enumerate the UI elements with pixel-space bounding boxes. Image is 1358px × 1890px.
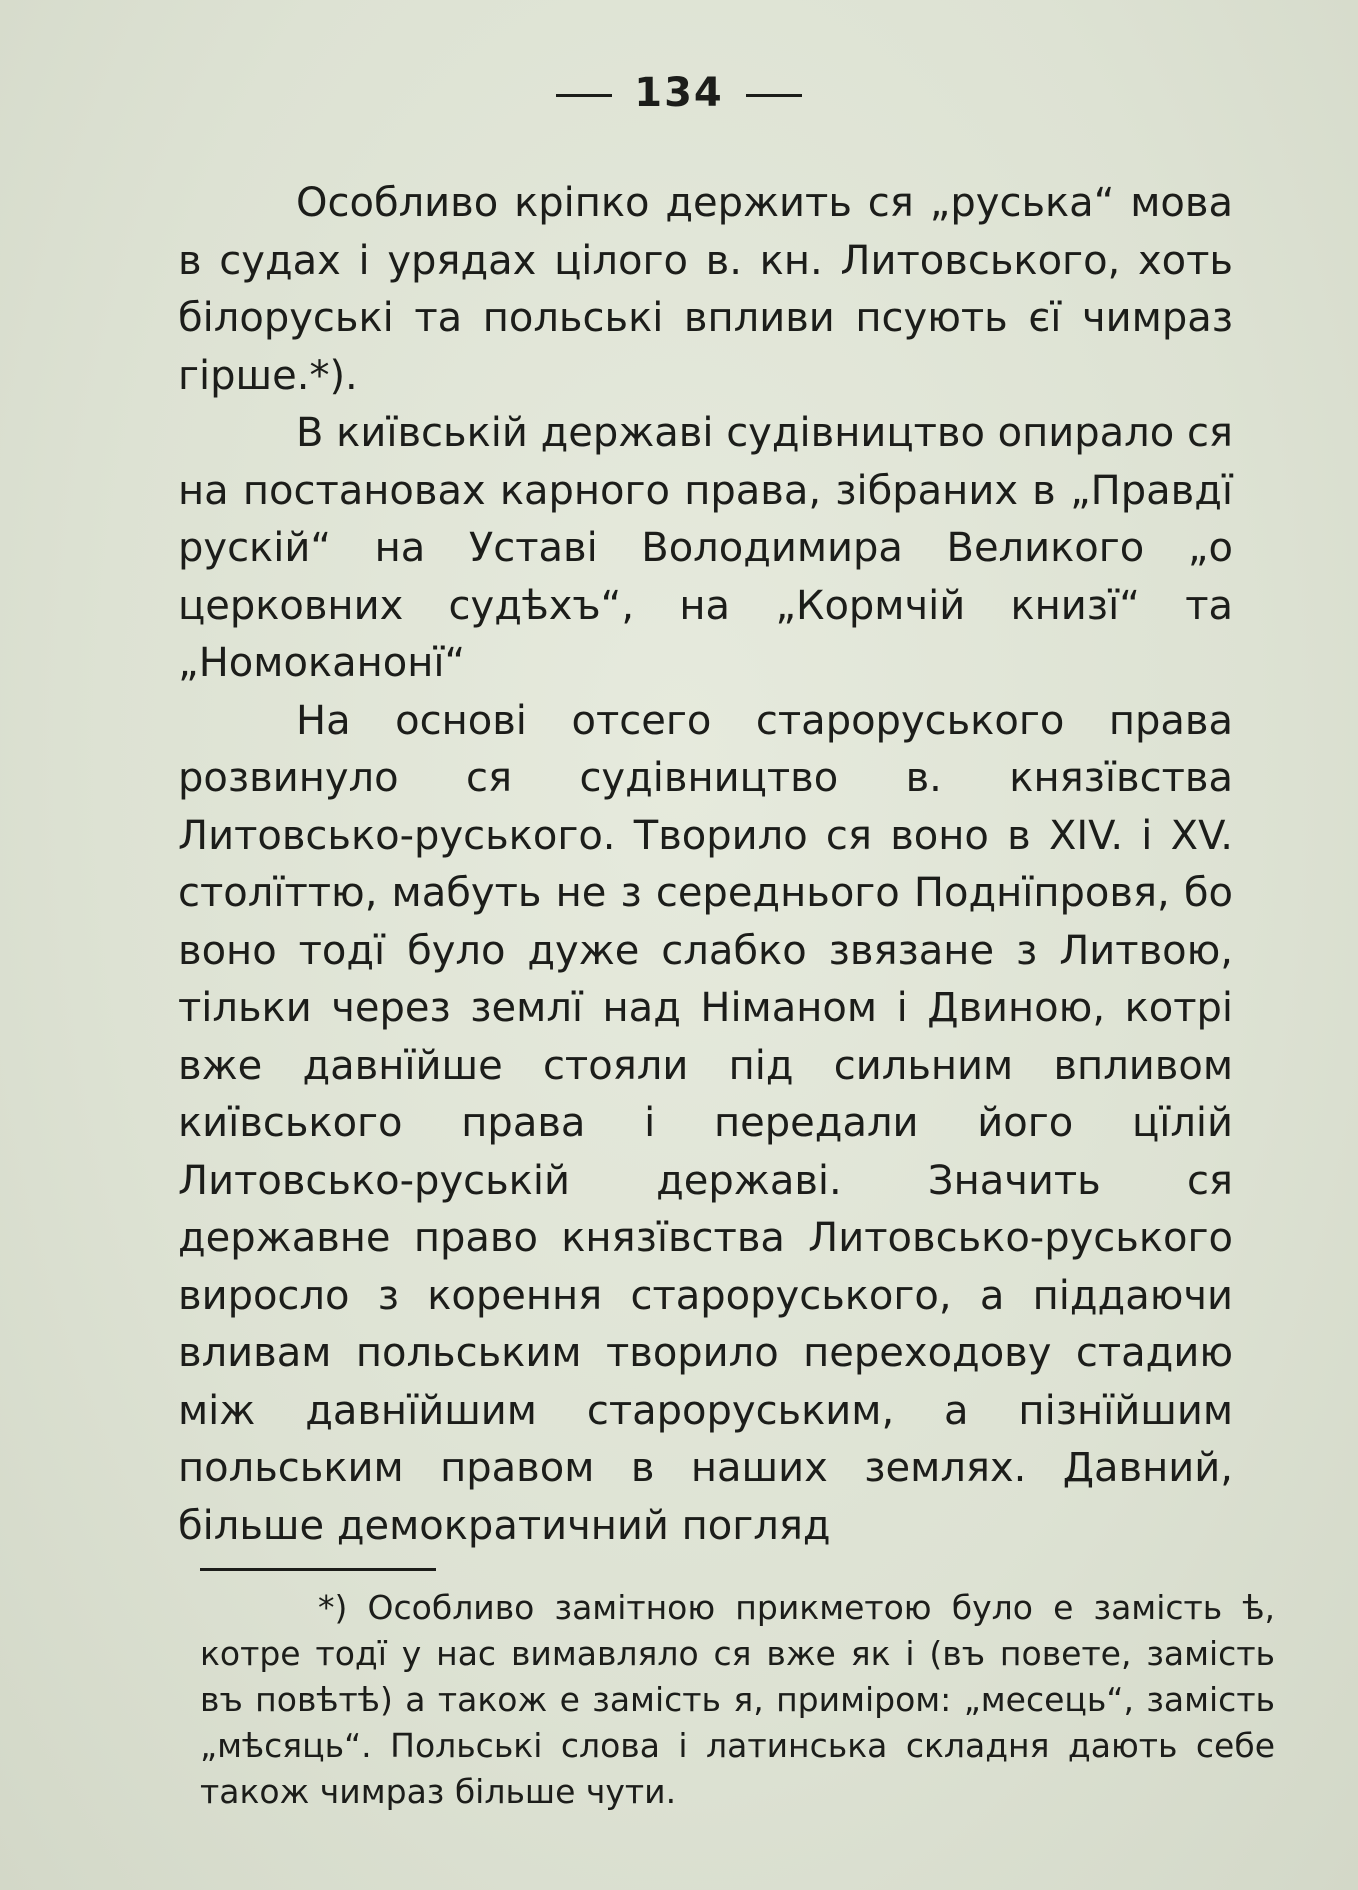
footnote-text: *) Особливо замітною прикметою було е замість ѣ, котре тодї у нас вимавляло ся вже як і (въ повете, замість въ повѣтѣ) а також е замість я, приміром: „месець“, замість „мѣсяць“. Польські слова і латинська складня дають себе також чимраз більше чути. (200, 1588, 1275, 1811)
footnote-divider (200, 1568, 436, 1571)
page-number-header (0, 70, 1358, 116)
paragraph-3: На основі отсего староруського права розвинуло ся судівництво в. князївства Литовсько-руського. Творило ся воно в XIV. і XV. столїттю, мабуть не з середнього Поднїпровя, бо воно тодї було дуже слабко звязане з Литвою, тільки через землї над Німаном і Двиною, котрі вже давнїйше стояли під сильним впливом київського права і передали його цїлій Литовсько-руській державі. Значить ся державне право князївства Литовсько-руського виросло з корення староруського, а піддаючи вливам польським творило переходову стадию між давнїйшим староруським, а пізнїйшим польським правом в наших землях. Давний, більше демократичний погляд (178, 697, 1233, 1549)
paragraph-2: В київській державі судівництво опирало ся на постановах карного права, зібраних в „Правдї рускій“ на Уставі Володимира Великого „о церковних судѣхъ“, на „Кормчій книзї“ та „Номоканонї“ (178, 410, 1233, 686)
paragraph-1: Особливо кріпко держить ся „руська“ мова в судах і урядах цілого в. кн. Литовського, хоть білоруські та польські впливи псують єї чимраз гірше.*). (178, 180, 1233, 399)
footnote (200, 1585, 1275, 1815)
right-dash (746, 94, 802, 97)
page-number: 134 (634, 70, 724, 116)
main-text (178, 175, 1233, 1555)
left-dash (556, 94, 612, 97)
